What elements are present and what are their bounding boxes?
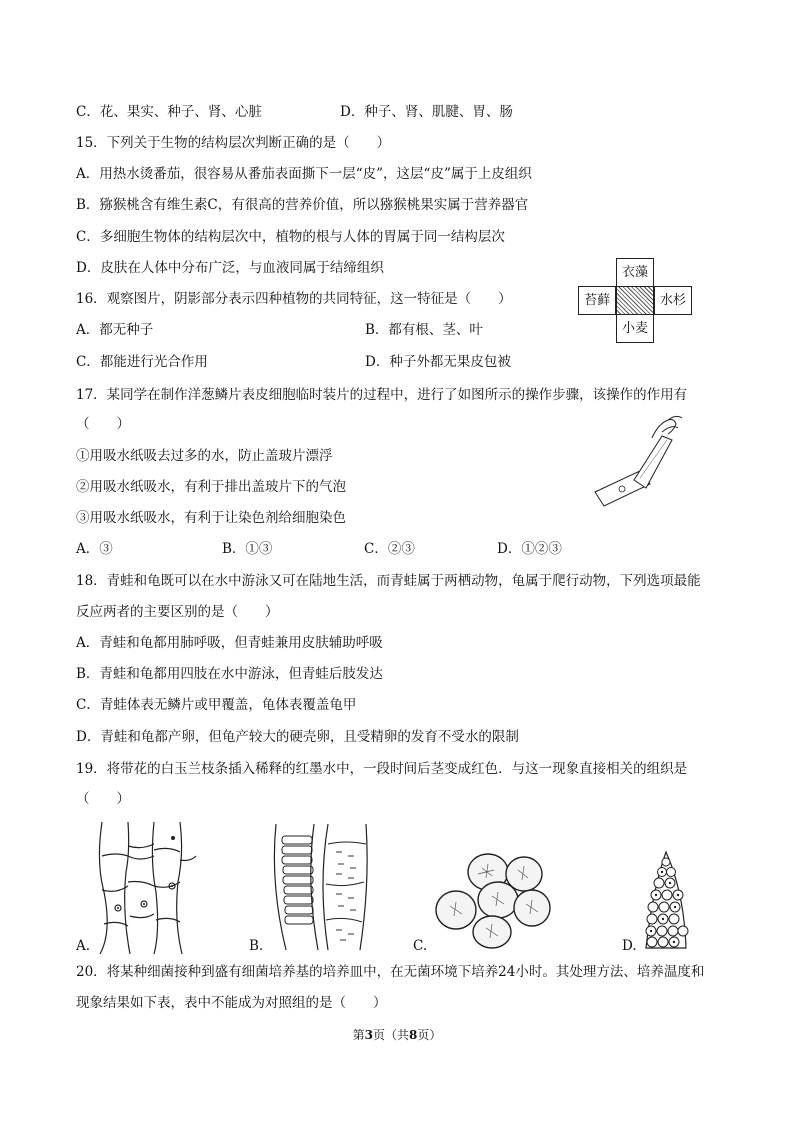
q16-option-c: C．都能进行光合作用 (76, 354, 208, 370)
q17-option-c: C．②③ (364, 541, 415, 557)
q16-option-b: B．都有根、茎、叶 (365, 322, 483, 338)
q18-option-c: C．青蛙体表无鳞片或甲覆盖，龟体表覆盖龟甲 (76, 697, 357, 713)
diagram-shaded-cell (616, 286, 654, 315)
q19-stem: 19．将带花的白玉兰枝条插入稀释的红墨水中，一段时间后茎变成红色．与这一现象直接相关的组织是 (76, 761, 688, 777)
tissue-figure-b (262, 822, 382, 952)
q20-stem-2: 现象结果如下表，表中不能成为对照组的是（ ） (76, 995, 387, 1011)
q18-option-a: A．青蛙和龟都用肺呼吸，但青蛙兼用皮肤辅助呼吸 (76, 635, 383, 651)
q15-option-b: B．猕猴桃含有维生素C，有很高的营养价值，所以猕猴桃果实属于营养器官 (76, 197, 529, 213)
q18-stem-1: 18．青蛙和龟既可以在水中游泳又可在陆地生活，而青蛙属于两栖动物，龟属于爬行动物，下列选项最能 (76, 573, 701, 589)
plant-feature-diagram (578, 258, 716, 348)
diagram-cell-right: 水杉 (654, 286, 692, 315)
q17-stem: 17．某同学在制作洋葱鳞片表皮细胞临时装片的过程中，进行了如图所示的操作步骤，该操作的作用有 (76, 387, 688, 403)
q17-paren: （ ） (76, 416, 130, 432)
tissue-figure-d (640, 850, 700, 954)
q15-option-c: C．多细胞生物体的结构层次中，植物的根与人体的胃属于同一结构层次 (76, 229, 505, 245)
footer-total-pages: 8 (409, 1028, 418, 1042)
figure-label-c: C. (413, 938, 428, 954)
q15-option-a: A．用热水烫番茄，很容易从番茄表面撕下一层“皮”，这层“皮”属于上皮组织 (76, 166, 532, 182)
q16-option-a: A．都无种子 (76, 322, 154, 338)
diagram-cell-top: 衣藻 (616, 258, 654, 287)
figure-label-d: D. (622, 938, 637, 954)
q20-stem-1: 20．将某种细菌接种到盛有细菌培养基的培养皿中，在无菌环境下培养24小时。其处理方法、培养温度和 (76, 964, 705, 980)
q19-paren: （ ） (76, 791, 130, 807)
tissue-figure-c (432, 850, 560, 950)
page-footer (0, 1026, 794, 1043)
q17-option-b: B．①③ (222, 541, 273, 557)
q17-option-a: A．③ (76, 541, 113, 557)
diagram-cell-left: 苔藓 (578, 286, 616, 315)
q15-stem: 15．下列关于生物的结构层次判断正确的是（ ） (76, 135, 391, 151)
q14-option-d: D．种子、肾、肌腱、胃、肠 (340, 104, 513, 120)
q17-statement-1: ①用吸水纸吸去过多的水，防止盖玻片漂浮 (76, 448, 333, 464)
q14-option-c: C．花、果实、种子、肾、心脏 (76, 104, 262, 120)
footer-suffix: 页） (417, 1028, 442, 1042)
footer-prefix: 第 (352, 1028, 365, 1042)
footer-page-number: 3 (364, 1028, 373, 1042)
q18-stem-2: 反应两者的主要区别的是（ ） (76, 604, 279, 620)
figure-label-b: B. (249, 938, 264, 954)
q16-stem: 16．观察图片，阴影部分表示四种植物的共同特征，这一特征是（ ） (76, 291, 512, 307)
footer-middle: 页（共 (372, 1028, 409, 1042)
q16-option-d: D．种子外都无果皮包被 (365, 354, 511, 370)
q18-option-d: D．青蛙和龟都产卵，但龟产较大的硬壳卵，且受精卵的发育不受水的限制 (76, 729, 519, 745)
figure-label-a: A. (76, 938, 91, 954)
blotting-paper-figure (590, 410, 690, 510)
q17-option-d: D．①②③ (497, 541, 562, 557)
tissue-figure-a (92, 820, 204, 954)
q17-statement-2: ②用吸水纸吸水，有利于排出盖玻片下的气泡 (76, 479, 346, 495)
q17-statement-3: ③用吸水纸吸水，有利于让染色剂给细胞染色 (76, 510, 346, 526)
q18-option-b: B．青蛙和龟都用四肢在水中游泳，但青蛙后肢发达 (76, 666, 383, 682)
q15-option-d: D．皮肤在人体中分布广泛，与血液同属于结缔组织 (76, 260, 384, 276)
diagram-cell-bottom: 小麦 (616, 314, 654, 343)
